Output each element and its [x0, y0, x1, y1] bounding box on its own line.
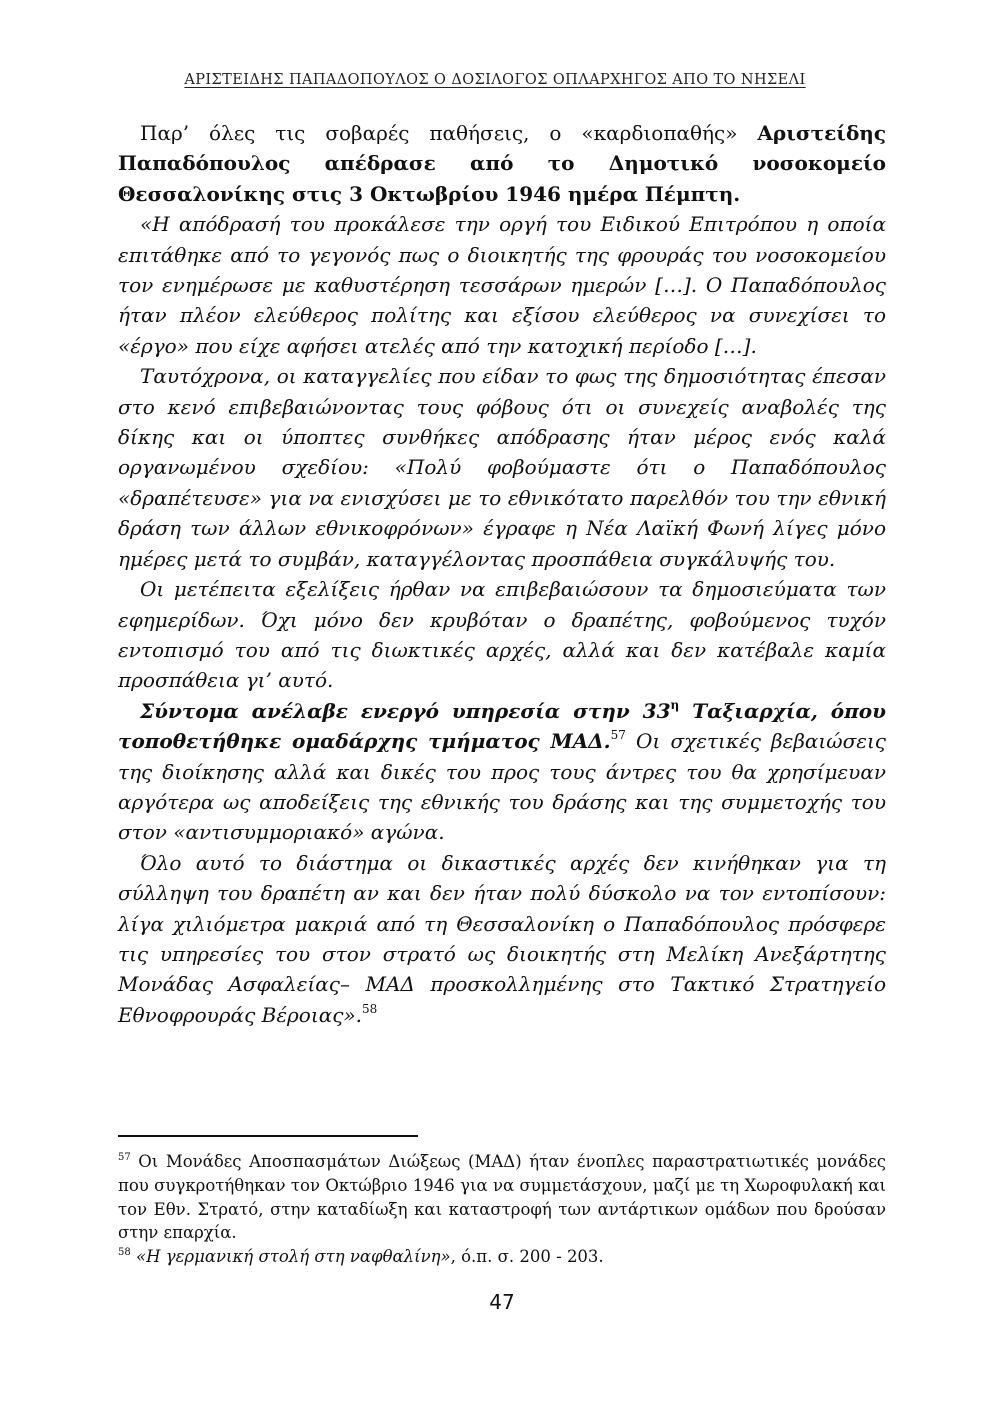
- paragraph-4: [118, 574, 886, 696]
- paragraph-1-intro: Παρ’ όλες τις σοβαρές παθήσεις, ο «καρδιοπαθής»: [140, 121, 758, 145]
- footnote-58-title: «Η γερμανική στολή στη ναφθαλίνη»: [130, 1247, 451, 1267]
- footnote-58-text: , ό.π. σ. 200 - 203.: [450, 1247, 604, 1267]
- footnote-divider: [118, 1135, 418, 1137]
- footnote-ref-58[interactable]: 58: [362, 1001, 378, 1016]
- paragraph-1-bold: Αριστείδης Παπαδόπουλος απέδρασε από το Δημοτικό νοσοκομείο Θεσσαλονίκης στις 3 Οκτωβρίου 1946 ημέρα Πέμπτη.: [118, 121, 886, 206]
- paragraph-5-rest: Οι σχετικές βεβαιώσεις της διοίκησης αλλά και δικές του προς τους άντρες του θα χρησίμευαν αργότερα ως αποδείξεις της εθνικής του δράσης και της συμμετοχής του στον «αντισυμμοριακό» αγώνα.: [118, 729, 886, 845]
- paragraph-3: [118, 361, 886, 574]
- paragraph-5: [118, 696, 886, 848]
- running-header: ΑΡΙΣΤΕΙΔΗΣ ΠΑΠΑΔΟΠΟΥΛΟΣ Ο ΔΟΣΙΛΟΓΟΣ ΟΠΛΑΡΧΗΓΟΣ ΑΠΟ ΤΟ ΝΗΣΕΛΙ: [184, 72, 806, 88]
- paragraph-5-ordinal: η: [670, 697, 680, 712]
- footnote-58: [118, 1245, 886, 1269]
- footnote-57-text: Οι Μονάδες Αποσπασμάτων Διώξεως (ΜΑΔ) ήταν ένοπλες παραστρατιωτικές μονάδες που συγκροτήθηκαν τον Οκτώβριο 1946 για να συμμετάσχουν, μαζί με τη Χωροφυλακή και τον Εθν. Στρατό, στην καταδίωξη και καταστροφή των αντάρτικων ομάδων που δρούσαν στην επαρχία.: [118, 1152, 886, 1243]
- paragraph-2-text: «Η απόδρασή του προκάλεσε την οργή του Ειδικού Επιτρόπου η οποία επιτάθηκε από το γεγονός πως ο διοικητής της φρουράς του νοσοκομείου τον ενημέρωσε με καθυστέρηση τεσσάρων ημερών […]. Ο Παπαδόπουλος ήταν πλέον ελεύθερος πολίτης και εξίσου ελεύθερος να συνεχίσει το «έργο» που είχε αφήσει ατελές από την κατοχική περίοδο […].: [118, 212, 886, 358]
- paragraph-3-text: Ταυτόχρονα, οι καταγγελίες που είδαν το φως της δημοσιότητας έπεσαν στο κενό επιβεβαιώνοντας τους φόβους ότι οι συνεχείς αναβολές της δίκης και οι ύποπτες συνθήκες απόδρασης ήταν μέρος ενός καλά οργανωμένου σχεδίου: «Πολύ φοβούμαστε ότι ο Παπαδόπουλος «δραπέτευσε» για να ενισχύσει με το εθνικότατο παρελθόν του την εθνική δράση των άλλων εθνικοφρόνων» έγραφε η Νέα Λαϊκή Φωνή λίγες μόνο ημέρες μετά το συμβάν, καταγγέλοντας προσπάθεια συγκάλυψής του.: [118, 364, 886, 571]
- paragraph-5-bold-end: Ταξιαρχία, όπου τοποθετήθηκε ομαδάρχης τμήματος ΜΑΔ.: [118, 698, 886, 754]
- paragraph-5-bold-start: Σύντομα ανέλαβε ενεργό υπηρεσία στην 33: [140, 698, 671, 723]
- footnote-ref-57[interactable]: 57: [610, 728, 626, 743]
- paragraph-1: [118, 118, 886, 209]
- footnotes: [118, 1150, 886, 1269]
- footnote-57: [118, 1150, 886, 1245]
- footnote-58-number: 58: [118, 1247, 131, 1259]
- paragraph-6: [118, 848, 886, 1030]
- paragraph-6-text: Όλο αυτό το διάστημα οι δικαστικές αρχές δεν κινήθηκαν για τη σύλληψη του δραπέτη αν και δεν ήταν πολύ δύσκολο να τον εντοπίσουν: λίγα χιλιόμετρα μακριά από τη Θεσσαλονίκη ο Παπαδόπουλος πρόσφερε τις υπηρεσίες του στον στρατό ως διοικητής στη Μελίκη Ανεξάρτητης Μονάδας Ασφαλείας– ΜΑΔ προσκολλημένης στο Τακτικό Στρατηγείο Εθνοφρουράς Βέροιας».: [118, 850, 886, 1027]
- main-text: [118, 118, 886, 1030]
- paragraph-2: [118, 209, 886, 361]
- paragraph-4-text: Οι μετέπειτα εξελίξεις ήρθαν να επιβεβαιώσουν τα δημοσιεύματα των εφημερίδων. Όχι μόνο δεν κρυβόταν ο δραπέτης, φοβούμενος τυχόν εντοπισμό του από τις διωκτικές αρχές, αλλά και δεν κατέβαλε καμία προσπάθεια γι’ αυτό.: [118, 577, 886, 693]
- page-number: 47: [489, 1290, 515, 1314]
- footnote-57-number: 57: [118, 1152, 131, 1163]
